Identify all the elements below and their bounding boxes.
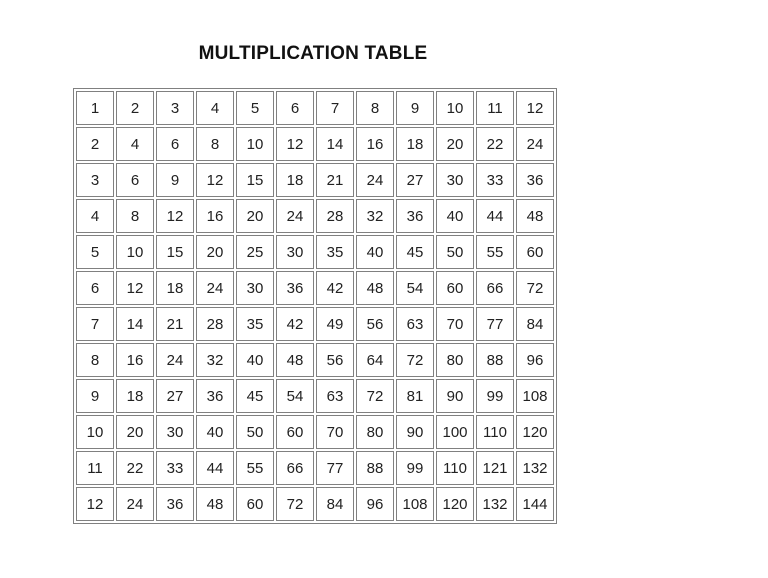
table-cell: 60 [236,487,274,521]
table-cell: 99 [396,451,434,485]
table-cell: 77 [316,451,354,485]
table-cell: 70 [316,415,354,449]
table-cell: 55 [236,451,274,485]
table-cell: 132 [516,451,554,485]
table-cell: 44 [476,199,514,233]
table-cell: 3 [76,163,114,197]
table-row [76,199,554,233]
table-cell: 48 [196,487,234,521]
table-cell: 32 [356,199,394,233]
table-cell: 72 [516,271,554,305]
table-cell: 15 [156,235,194,269]
table-cell: 32 [196,343,234,377]
table-cell: 16 [116,343,154,377]
table-cell: 14 [116,307,154,341]
table-cell: 36 [276,271,314,305]
table-cell: 96 [356,487,394,521]
table-cell: 36 [516,163,554,197]
table-cell: 60 [516,235,554,269]
table-cell: 84 [516,307,554,341]
table-row [76,235,554,269]
table-cell: 20 [236,199,274,233]
table-cell: 1 [76,91,114,125]
table-cell: 2 [76,127,114,161]
table-cell: 30 [436,163,474,197]
table-cell: 45 [236,379,274,413]
table-body [76,91,554,521]
table-cell: 30 [156,415,194,449]
table-cell: 144 [516,487,554,521]
table-cell: 12 [516,91,554,125]
table-cell: 10 [116,235,154,269]
table-row [76,307,554,341]
table-cell: 44 [196,451,234,485]
table-cell: 40 [436,199,474,233]
table-row [76,271,554,305]
table-cell: 33 [156,451,194,485]
table-cell: 72 [396,343,434,377]
table-cell: 35 [316,235,354,269]
table-row [76,415,554,449]
table-row [76,127,554,161]
table-cell: 36 [396,199,434,233]
table-cell: 18 [156,271,194,305]
table-cell: 50 [436,235,474,269]
table-cell: 99 [476,379,514,413]
table-row [76,379,554,413]
table-cell: 15 [236,163,274,197]
table-cell: 28 [316,199,354,233]
table-cell: 12 [116,271,154,305]
table-cell: 21 [156,307,194,341]
table-cell: 72 [356,379,394,413]
table-cell: 20 [436,127,474,161]
table-row [76,343,554,377]
table-cell: 8 [76,343,114,377]
table-cell: 21 [316,163,354,197]
table-cell: 11 [76,451,114,485]
table-cell: 66 [476,271,514,305]
table-cell: 16 [356,127,394,161]
table-cell: 40 [356,235,394,269]
table-cell: 4 [196,91,234,125]
table-cell: 6 [116,163,154,197]
table-cell: 24 [116,487,154,521]
table-cell: 25 [236,235,274,269]
table-cell: 24 [516,127,554,161]
table-cell: 72 [276,487,314,521]
table-cell: 54 [276,379,314,413]
table-cell: 12 [276,127,314,161]
table-cell: 18 [116,379,154,413]
table-cell: 56 [356,307,394,341]
table-cell: 7 [76,307,114,341]
table-cell: 9 [156,163,194,197]
table-cell: 2 [116,91,154,125]
table-row [76,163,554,197]
table-cell: 88 [476,343,514,377]
table-cell: 80 [356,415,394,449]
table-cell: 54 [396,271,434,305]
table-cell: 10 [436,91,474,125]
table-cell: 42 [316,271,354,305]
table-cell: 10 [236,127,274,161]
table-cell: 120 [516,415,554,449]
table-cell: 30 [236,271,274,305]
table-row [76,487,554,521]
table-cell: 81 [396,379,434,413]
table-cell: 6 [76,271,114,305]
table-cell: 10 [76,415,114,449]
table-cell: 5 [236,91,274,125]
table-cell: 8 [356,91,394,125]
table-cell: 110 [436,451,474,485]
table-cell: 50 [236,415,274,449]
table-cell: 60 [276,415,314,449]
table-cell: 20 [116,415,154,449]
table-cell: 120 [436,487,474,521]
table-cell: 63 [396,307,434,341]
table-cell: 18 [276,163,314,197]
table-cell: 9 [76,379,114,413]
table-cell: 42 [276,307,314,341]
table-cell: 28 [196,307,234,341]
table-cell: 9 [396,91,434,125]
table-cell: 132 [476,487,514,521]
table-cell: 27 [156,379,194,413]
table-cell: 8 [196,127,234,161]
table-cell: 80 [436,343,474,377]
table-cell: 22 [116,451,154,485]
table-cell: 35 [236,307,274,341]
table-cell: 24 [276,199,314,233]
table-cell: 36 [156,487,194,521]
table-cell: 12 [196,163,234,197]
table-cell: 8 [116,199,154,233]
table-cell: 90 [396,415,434,449]
table-cell: 20 [196,235,234,269]
table-cell: 49 [316,307,354,341]
table-cell: 6 [276,91,314,125]
table-cell: 16 [196,199,234,233]
table-cell: 55 [476,235,514,269]
table-cell: 96 [516,343,554,377]
table-cell: 5 [76,235,114,269]
table-cell: 110 [476,415,514,449]
table-row [76,91,554,125]
table-cell: 84 [316,487,354,521]
table-cell: 6 [156,127,194,161]
table-cell: 24 [356,163,394,197]
table-cell: 30 [276,235,314,269]
table-cell: 70 [436,307,474,341]
table-cell: 18 [396,127,434,161]
table-cell: 77 [476,307,514,341]
table-cell: 48 [276,343,314,377]
table-cell: 40 [236,343,274,377]
table-cell: 90 [436,379,474,413]
table-cell: 64 [356,343,394,377]
table-cell: 63 [316,379,354,413]
table-cell: 7 [316,91,354,125]
multiplication-table [73,88,557,524]
table-cell: 24 [156,343,194,377]
table-cell: 88 [356,451,394,485]
table-cell: 24 [196,271,234,305]
table-cell: 33 [476,163,514,197]
page-title: MULTIPLICATION TABLE [198,43,428,64]
table-cell: 4 [76,199,114,233]
table-cell: 36 [196,379,234,413]
table-cell: 60 [436,271,474,305]
table-cell: 3 [156,91,194,125]
table-cell: 66 [276,451,314,485]
table-cell: 27 [396,163,434,197]
table-row [76,451,554,485]
table-cell: 12 [76,487,114,521]
table-cell: 4 [116,127,154,161]
table-cell: 22 [476,127,514,161]
table-cell: 108 [396,487,434,521]
table-cell: 45 [396,235,434,269]
table-cell: 121 [476,451,514,485]
table-cell: 48 [516,199,554,233]
table-cell: 100 [436,415,474,449]
table-cell: 12 [156,199,194,233]
table-cell: 56 [316,343,354,377]
table-cell: 108 [516,379,554,413]
table-cell: 14 [316,127,354,161]
table-cell: 48 [356,271,394,305]
table-cell: 11 [476,91,514,125]
table-cell: 40 [196,415,234,449]
